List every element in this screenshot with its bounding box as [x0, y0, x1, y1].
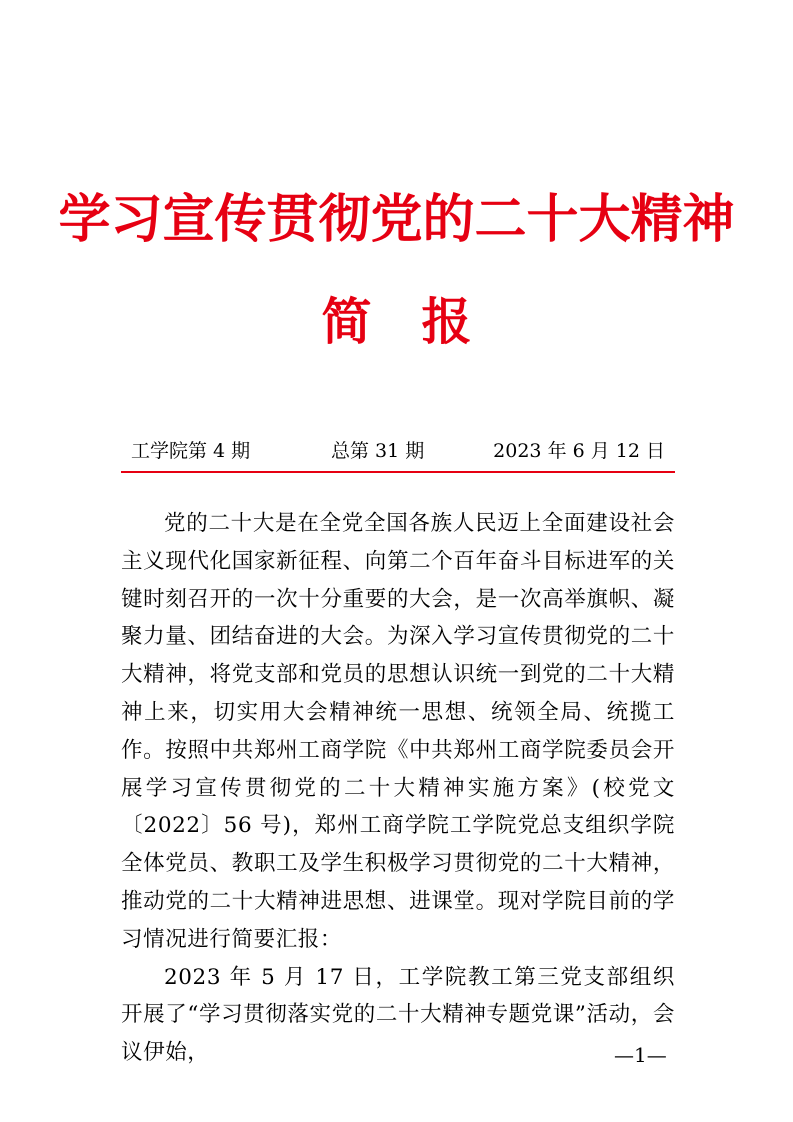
body-paragraph: 党的二十大是在全党全国各族人民迈上全面建设社会主义现代化国家新征程、向第二个百年奋斗目标进军的关键时刻召开的一次十分重要的大会，是一次高举旗帜、凝聚力量、团结奋进的大会。为深入学习宣传贯彻党的二十大精神，将党支部和党员的思想认识统一到党的二十大精神上来，切实用大会精神统一思想、统领全局、统揽工作。按照中共郑州工商学院《中共郑州工商学院委员会开展学习宣传贯彻党的二十大精神实施方案》(校党文〔2022〕56 号)，郑州工商学院工学院党总支组织学院全体党员、教职工及学生积极学习贯彻党的二十大精神，推动党的二十大精神进思想、进课堂。现对学院目前的学习情况进行简要汇报：: [121, 511, 675, 952]
report-body: [121, 505, 675, 1072]
body-paragraph: 2023 年 5 月 17 日，工学院教工第三党支部组织开展了“学习贯彻落实党的二十大精神专题党课”活动，会议伊始，: [121, 964, 675, 1066]
report-title: 学习宣传贯彻党的二十大精神: [58, 189, 735, 250]
issue-total-number: 总第 31 期: [331, 440, 425, 462]
issue-number: 工学院第 4 期: [131, 440, 251, 462]
report-subtitle: 简 报: [321, 292, 472, 351]
issue-date: 2023 年 6 月 12 日: [493, 440, 665, 462]
page-number: —1—: [614, 1043, 667, 1067]
issue-info-line: [121, 437, 675, 465]
red-divider: [121, 471, 675, 473]
